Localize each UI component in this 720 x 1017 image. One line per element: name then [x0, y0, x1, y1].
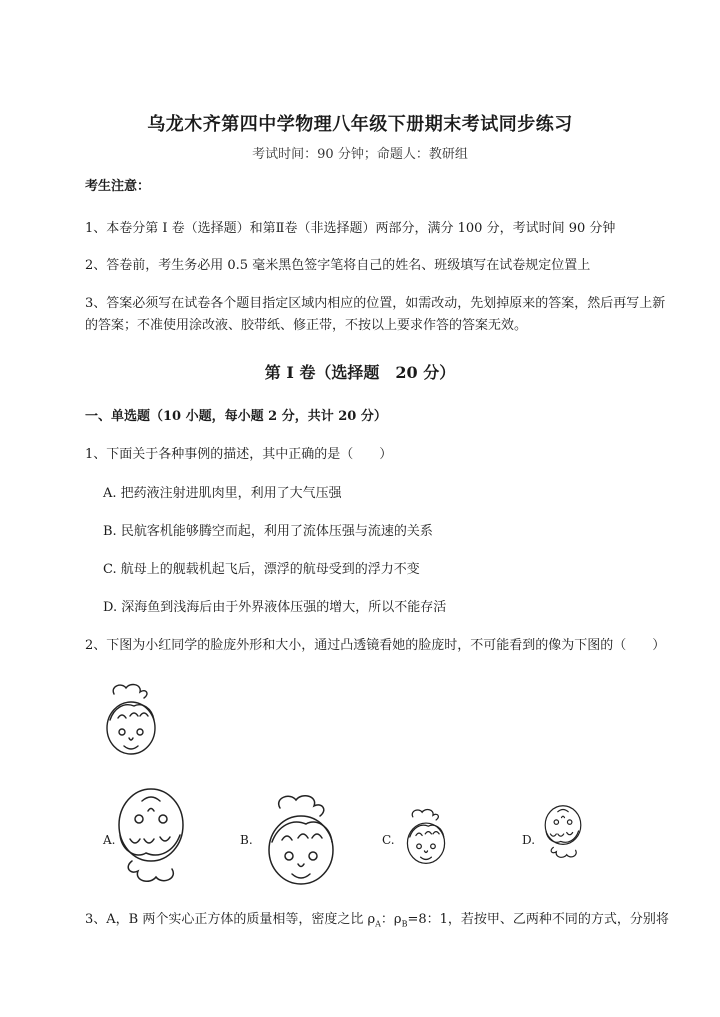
question-1-option-c[interactable]: C. 航母上的舰载机起飞后，漂浮的航母受到的浮力不变	[103, 562, 420, 577]
question-1-option-b[interactable]: B. 民航客机能够腾空而起，利用了流体压强与流速的关系	[103, 524, 433, 539]
question-3-stem	[85, 910, 669, 935]
question-3-text-b: ：ρ	[380, 912, 402, 927]
question-1-stem: 1、下面关于各种事例的描述，其中正确的是（ ）	[85, 447, 393, 462]
question-3-text-c: =8：1，若按甲、乙两种不同的方式，分别将	[407, 912, 669, 927]
question-1-option-a[interactable]: A. 把药液注射进肌肉里，利用了大气压强	[103, 486, 342, 501]
notice-heading: 考生注意：	[85, 179, 151, 194]
rho-b-subscript: B	[401, 919, 408, 929]
page-subtitle: 考试时间：90 分钟；命题人：教研组	[252, 147, 468, 162]
question-3-text-a: 3、A，B 两个实心正方体的质量相等，密度之比 ρ	[85, 912, 376, 927]
reference-face-image	[100, 680, 162, 760]
notice-item-3-cont: 的答案；不准使用涂改液、胶带纸、修正带，不按以上要求作答的答案无效。	[85, 318, 528, 333]
question-2-option-c-label[interactable]: C.	[382, 833, 395, 847]
option-b-enlarged-face-image[interactable]	[262, 792, 340, 888]
question-2-option-d-label[interactable]: D.	[522, 833, 536, 847]
option-a-inverted-face-image[interactable]	[112, 775, 190, 885]
option-c-same-size-face-image[interactable]	[402, 806, 450, 868]
part-heading: 一、单选题（10 小题，每小题 2 分，共计 20 分）	[85, 409, 387, 424]
page-title: 乌龙木齐第四中学物理八年级下册期末考试同步练习	[147, 114, 573, 135]
question-2-option-b-label[interactable]: B.	[240, 833, 253, 847]
notice-item-3: 3、答案必须写在试卷各个题目指定区域内相应的位置，如需改动，先划掉原来的答案，然后再写上新	[85, 296, 666, 311]
rho-a-subscript: A	[375, 919, 381, 929]
question-2-option-a-label[interactable]: A.	[103, 833, 116, 847]
notice-item-1: 1、本卷分第 I 卷（选择题）和第Ⅱ卷（非选择题）两部分，满分 100 分，考试时间 90 分钟	[85, 221, 616, 236]
question-2-stem: 2、下图为小红同学的脸庞外形和大小，通过凸透镜看她的脸庞时，不可能看到的像为下图的（ ）	[85, 638, 666, 653]
question-1-option-d[interactable]: D. 深海鱼到浅海后由于外界液体压强的增大，所以不能存活	[103, 600, 447, 615]
notice-item-2: 2、答卷前，考生务必用 0.5 毫米黑色签字笔将自己的姓名、班级填写在试卷规定位置上	[85, 258, 591, 273]
section-title: 第 I 卷（选择题 20 分）	[264, 363, 456, 382]
option-d-small-inverted-face-image[interactable]	[540, 800, 586, 862]
